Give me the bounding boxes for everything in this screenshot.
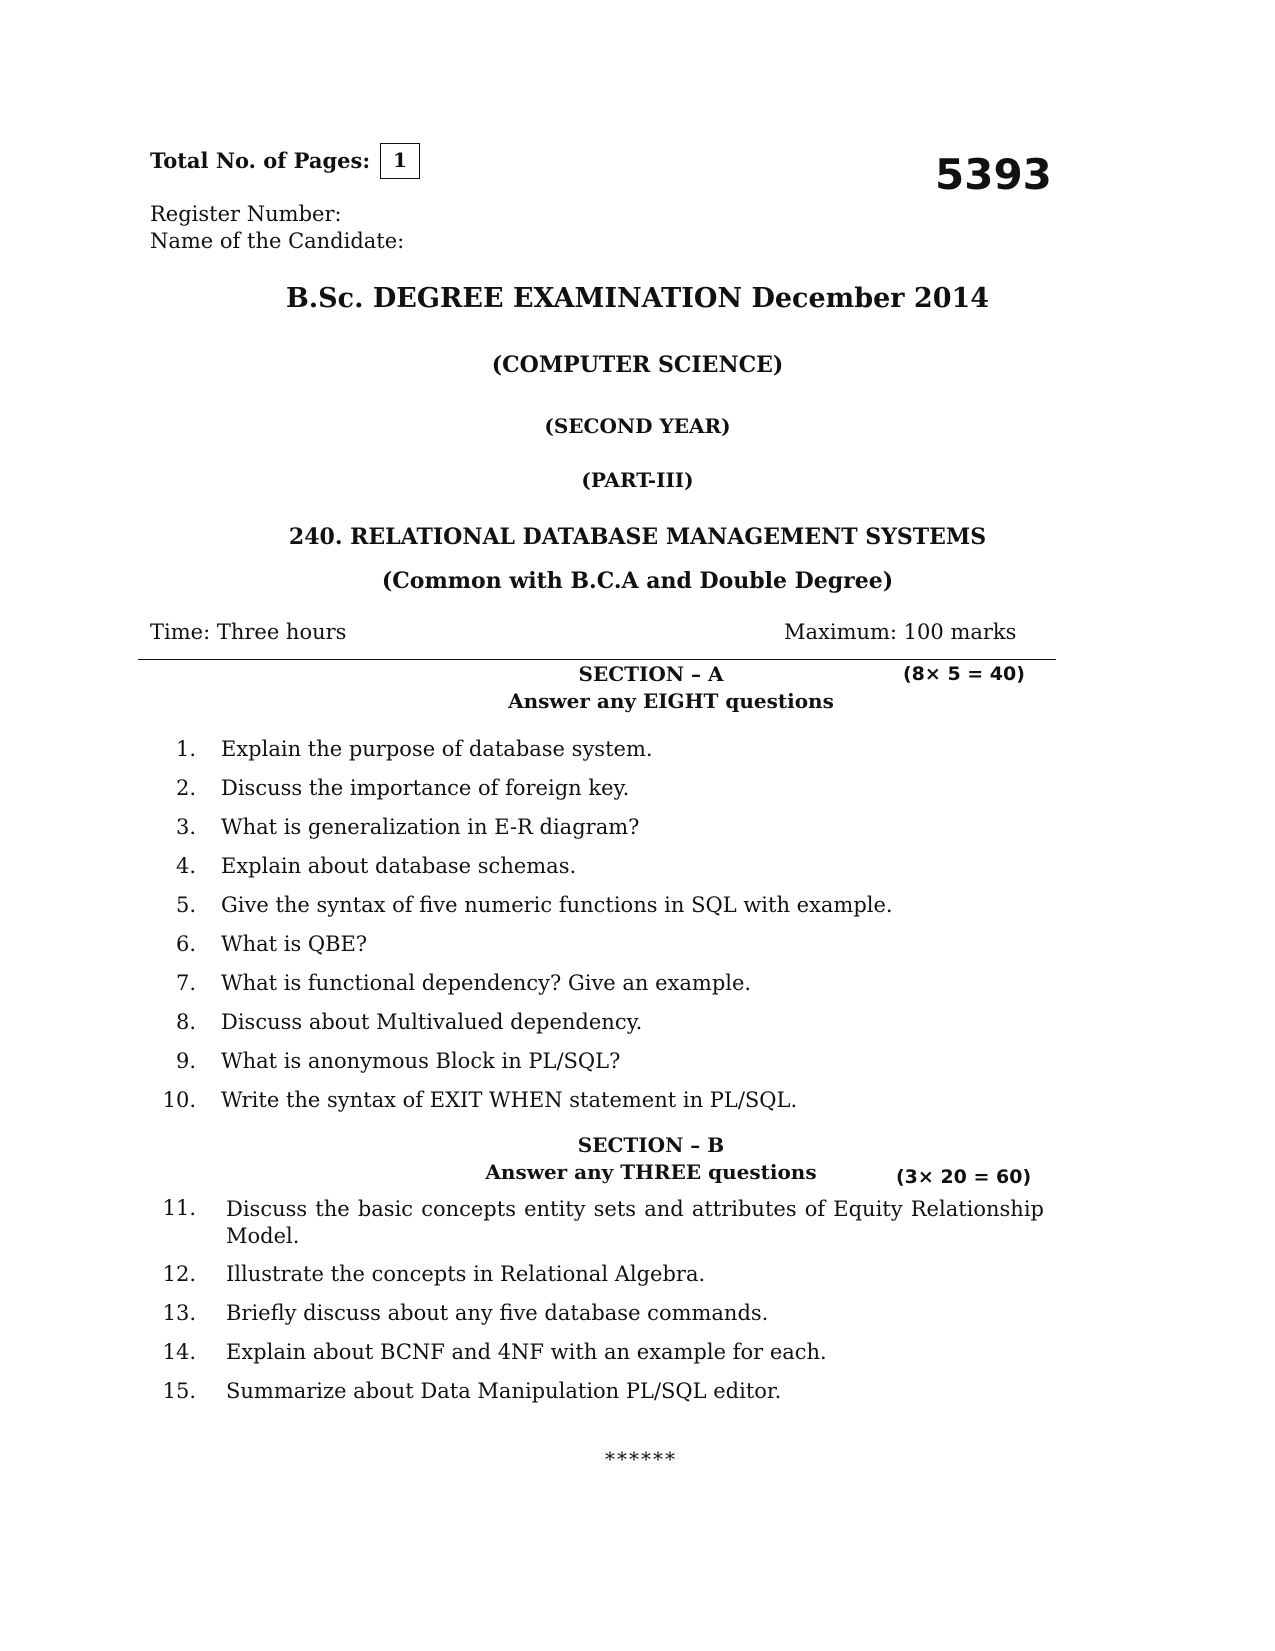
question-number: 1.	[175, 737, 196, 761]
total-pages-value: 1	[380, 143, 420, 179]
question-text: What is QBE?	[221, 932, 368, 956]
exam-duration: Time: Three hours	[150, 620, 347, 644]
question-text: Briefly discuss about any five database commands.	[226, 1301, 769, 1325]
question-number: 10.	[162, 1088, 196, 1112]
exam-title: B.Sc. DEGREE EXAMINATION December 2014	[285, 283, 990, 314]
question-number: 2.	[175, 776, 196, 800]
question-text: What is generalization in E-R diagram?	[221, 815, 640, 839]
question-number: 6.	[175, 932, 196, 956]
course-title: 240. RELATIONAL DATABASE MANAGEMENT SYSTEMS	[288, 524, 987, 550]
question-text: Discuss the basic concepts entity sets and attributes of Equity Relationship Model.	[226, 1197, 1044, 1248]
question-text: What is functional dependency? Give an example.	[221, 971, 752, 995]
question-text: Write the syntax of EXIT WHEN statement in PL/SQL.	[221, 1088, 798, 1112]
department: (COMPUTER SCIENCE)	[491, 352, 784, 378]
question-text: Explain the purpose of database system.	[221, 737, 653, 761]
question-text: What is anonymous Block in PL/SQL?	[221, 1049, 621, 1073]
total-pages-label: Total No. of Pages:	[150, 148, 371, 173]
question-number: 14.	[162, 1340, 196, 1364]
question-number: 3.	[175, 815, 196, 839]
section-b-marks: (3× 20 = 60)	[896, 1166, 1032, 1188]
question-number: 9.	[175, 1049, 196, 1073]
question-text: Discuss the importance of foreign key.	[221, 776, 630, 800]
question-text: Illustrate the concepts in Relational Algebra.	[226, 1262, 706, 1286]
question-number: 15.	[162, 1379, 196, 1403]
section-a-instruction: Answer any EIGHT questions	[508, 689, 834, 713]
candidate-name-label: Name of the Candidate:	[150, 229, 405, 253]
register-number-label: Register Number:	[150, 202, 342, 226]
question-number: 13.	[162, 1301, 196, 1325]
question-number: 7.	[175, 971, 196, 995]
question-text: Give the syntax of five numeric functions in SQL with example.	[221, 893, 893, 917]
paper-code: 5393	[935, 150, 1052, 199]
question-text: Discuss about Multivalued dependency.	[221, 1010, 643, 1034]
common-with: (Common with B.C.A and Double Degree)	[381, 568, 894, 594]
question-number: 4.	[175, 854, 196, 878]
question-text: Explain about database schemas.	[221, 854, 577, 878]
section-b-instruction: Answer any THREE questions	[485, 1160, 817, 1184]
header-divider	[138, 659, 1056, 660]
exam-part: (PART-III)	[581, 468, 694, 492]
section-b-title: SECTION – B	[577, 1133, 725, 1157]
maximum-marks: Maximum: 100 marks	[784, 620, 1017, 644]
section-a-title: SECTION – A	[578, 662, 724, 686]
exam-year: (SECOND YEAR)	[544, 414, 731, 438]
question-number: 5.	[175, 893, 196, 917]
question-text: Explain about BCNF and 4NF with an example for each.	[226, 1340, 827, 1364]
question-number: 11.	[162, 1196, 196, 1220]
question-number: 8.	[175, 1010, 196, 1034]
section-a-marks: (8× 5 = 40)	[903, 663, 1025, 685]
question-number: 12.	[162, 1262, 196, 1286]
end-of-paper-mark: ******	[605, 1447, 677, 1471]
question-text: Summarize about Data Manipulation PL/SQL editor.	[226, 1379, 782, 1403]
